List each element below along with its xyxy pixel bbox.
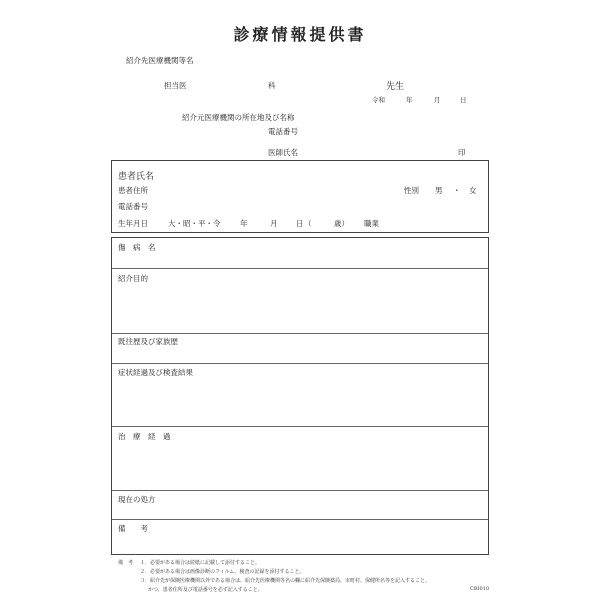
divider	[112, 333, 488, 334]
divider	[112, 519, 488, 520]
divider	[112, 490, 488, 491]
patient-info-box	[111, 160, 489, 233]
treatment-course-label: 治 療 経 過	[118, 432, 171, 441]
note-4: かつ、患者住所及び電話番号を必ず記入すること。	[148, 587, 263, 593]
date-month: 月	[434, 96, 441, 104]
remarks-label: 備 考	[118, 524, 148, 533]
sex-female: 女	[469, 186, 477, 195]
doctor-in-charge-label: 担当医	[164, 81, 187, 90]
purpose-label: 紹介目的	[118, 274, 148, 283]
patient-phone-label: 電話番号	[118, 202, 148, 211]
referrer-phone-label: 電話番号	[268, 127, 298, 136]
referrer-address-label: 紹介元医療機関の所在地及び名称	[182, 113, 295, 122]
note-1: １．必要がある場合は続紙に記載して添付すること。	[140, 560, 261, 566]
sex-separator: ・	[453, 186, 461, 195]
physician-name-label: 医師氏名	[268, 148, 298, 157]
age-close: 歳）	[334, 219, 349, 228]
dob-era-options: 大・昭・平・令	[168, 219, 221, 228]
history-label: 既往歴及び家族歴	[118, 337, 178, 346]
date-era: 令和	[372, 96, 385, 104]
note-3: ３．紹介先が保険医療機関以外である場合は、紹介先医療機関等名の欄に紹介先保険薬局、市町村、保健所名等を記入すること。	[140, 578, 431, 584]
seal-mark: 印	[458, 148, 466, 157]
divider	[112, 426, 488, 427]
occupation-label: 職業	[364, 219, 379, 228]
department-label: 科	[268, 81, 276, 90]
patient-name-label: 患者氏名	[118, 172, 155, 182]
current-prescription-label: 現在の処方	[118, 495, 156, 504]
sex-male: 男	[435, 186, 443, 195]
diagnosis-label: 傷 病 名	[118, 243, 156, 252]
divider	[112, 268, 488, 269]
course-tests-label: 症状経過及び検査結果	[118, 368, 193, 377]
age-open: （	[304, 219, 312, 228]
document-title: 診療情報提供書	[233, 25, 367, 44]
referral-destination-label: 紹介先医療機関等名	[126, 56, 194, 65]
note-2: ２．必要がある場合は画像診断のフィルム、検査の記録を添付すること。	[140, 569, 305, 575]
sex-label: 性別	[404, 186, 419, 195]
honorific: 先生	[386, 82, 405, 92]
dob-year: 年	[240, 219, 248, 228]
notes-label: 備 考	[118, 560, 134, 566]
dob-day: 日	[296, 219, 304, 228]
dob-label: 生年月日	[118, 219, 148, 228]
patient-address-label: 患者住所	[118, 186, 148, 195]
form-code: CBI010	[470, 586, 490, 592]
clinical-info-box	[111, 237, 489, 555]
dob-month: 月	[270, 219, 278, 228]
date-day: 日	[460, 96, 467, 104]
date-year: 年	[406, 96, 413, 104]
divider	[112, 363, 488, 364]
